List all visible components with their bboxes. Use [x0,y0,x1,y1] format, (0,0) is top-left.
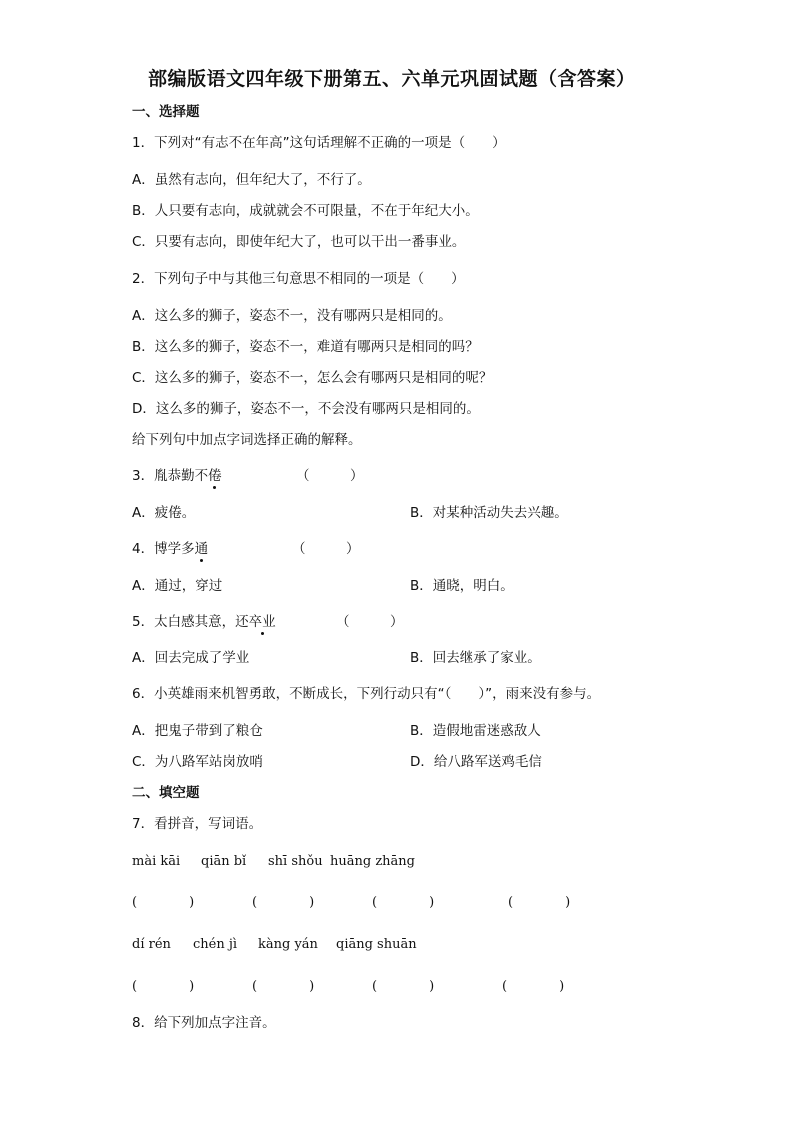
pinyin-item: qiān bǐ [201,854,247,869]
section-heading-choice: 一、选择题 [132,104,200,120]
question-5-option-b: B．回去继承了家业。 [410,650,541,666]
question-2-option-c: C．这么多的狮子，姿态不一，怎么会有哪两只是相同的呢？ [132,370,493,386]
question-4-option-b: B．通晓，明白。 [410,578,514,594]
answer-blank[interactable]: ( ) [252,895,315,910]
pinyin-item: kàng yán [258,937,318,952]
question-2-option-a: A．这么多的狮子，姿态不一，没有哪两只是相同的。 [132,308,452,324]
question-5-stem: 5．太白感其意，还卒业 [132,614,276,630]
answer-blank[interactable]: ( ) [502,979,565,994]
section-heading-fill: 二、填空题 [132,785,200,801]
question-6-option-c: C．为八路军站岗放哨 [132,754,263,770]
answer-blank[interactable]: ( ) [508,895,571,910]
pinyin-item: qiāng shuān [336,937,417,952]
pinyin-item: dí rén [132,937,171,952]
question-4-answer-blank[interactable]: （ ） [292,541,360,557]
answer-blank[interactable]: ( ) [372,895,435,910]
question-4-option-a: A．通过，穿过 [132,578,223,594]
dotted-word: 倦 [208,468,222,484]
question-1-option-c: C．只要有志向，即使年纪大了，也可以干出一番事业。 [132,234,466,250]
pinyin-item: huāng zhāng [330,854,415,869]
question-3-stem: 3．胤恭勤不倦 [132,468,222,484]
pinyin-item: shī shǒu [268,854,323,869]
pinyin-item: chén jì [193,937,238,952]
question-1-stem: 1．下列对“有志不在年高”这句话理解不正确的一项是（ ） [132,135,506,151]
question-2-option-b: B．这么多的狮子，姿态不一，难道有哪两只是相同的吗？ [132,339,479,355]
question-5-answer-blank[interactable]: （ ） [336,614,404,630]
question-8-stem: 8．给下列加点字注音。 [132,1015,276,1031]
question-1-option-a: A．虽然有志向，但年纪大了，不行了。 [132,172,371,188]
answer-blank[interactable]: ( ) [252,979,315,994]
answer-blank[interactable]: ( ) [132,895,195,910]
question-2-stem: 2．下列句子中与其他三句意思不相同的一项是（ ） [132,271,465,287]
question-6-stem: 6．小英雄雨来机智勇敢，不断成长，下列行动只有“（ ）”，雨来没有参与。 [132,686,601,702]
question-7-stem: 7．看拼音，写词语。 [132,816,263,832]
answer-blank[interactable]: ( ) [372,979,435,994]
pinyin-item: mài kāi [132,854,181,869]
question-3-option-b: B．对某种活动失去兴趣。 [410,505,568,521]
question-6-option-b: B．造假地雷迷惑敌人 [410,723,541,739]
question-4-stem: 4．博学多通 [132,541,209,557]
question-6-option-a: A．把鬼子带到了粮仓 [132,723,263,739]
question-3-option-a: A．疲倦。 [132,505,196,521]
dotted-word: 卒业 [248,614,276,630]
question-6-option-d: D．给八路军送鸡毛信 [410,754,542,770]
question-5-option-a: A．回去完成了学业 [132,650,250,666]
dotted-word: 通 [194,541,209,557]
instruction-text: 给下列句中加点字词选择正确的解释。 [132,432,362,448]
page-title: 部编版语文四年级下册第五、六单元巩固试题（含答案） [148,68,636,90]
answer-blank[interactable]: ( ) [132,979,195,994]
question-3-answer-blank[interactable]: （ ） [296,468,364,484]
question-1-option-b: B．人只要有志向，成就就会不可限量，不在于年纪大小。 [132,203,479,219]
question-2-option-d: D．这么多的狮子，姿态不一，不会没有哪两只是相同的。 [132,401,480,417]
